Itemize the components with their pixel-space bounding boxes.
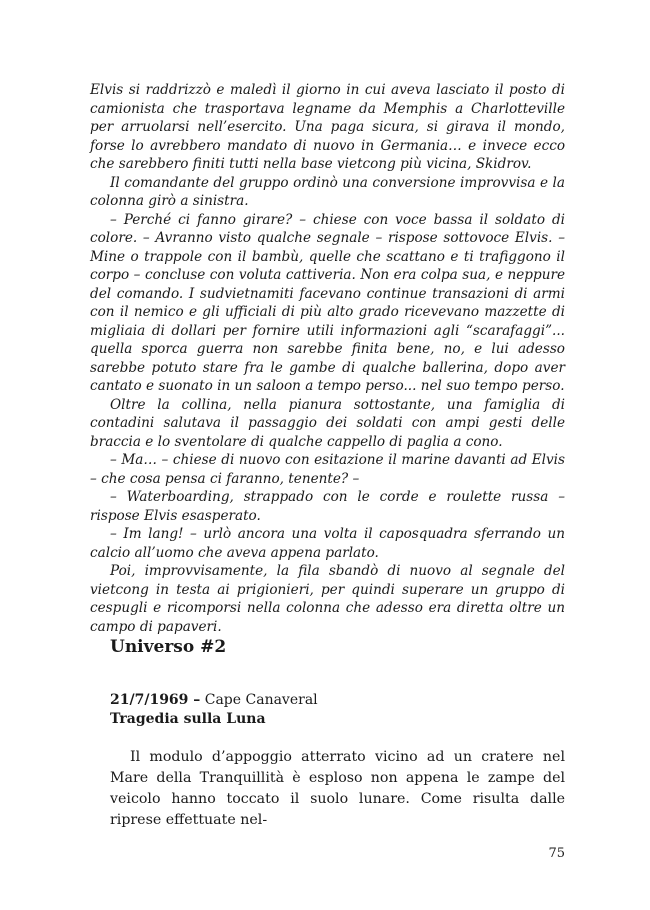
dateline-date: 21/7/1969 – — [110, 692, 201, 708]
paragraph-squad-leader: – Im lang! – urlò ancora una volta il caposquadra sferrando un calcio all’uomo che aveva appena parlato. — [90, 526, 565, 561]
paragraph-elvis-answer: – Waterboarding, strappado con le corde e roulette russa – rispose Elvis esasperato. — [90, 489, 565, 524]
body-paragraph: Il modulo d’appoggio atterrato vicino ad un cratere nel Mare della Tranquillità è esploso non appena le zampe del veicolo hanno toccato il suolo lunare. Come risulta dalle riprese effettuate nel- — [110, 749, 565, 828]
dateline-place: Cape Canaveral — [204, 692, 318, 708]
paragraph-elvis-intro: Elvis si raddrizzò e maledì il giorno in cui aveva lasciato il posto di camionista che trasportava legname da Memphis a Charlotteville per arruolarsi nell’esercito. Una paga sicura, si girava il mondo, forse lo avrebbero mandato di nuovo in Germania… e invece ecco che sarebbero finiti tutti nella base vietcong più vicina, Skidrov. — [90, 82, 565, 172]
dateline — [110, 690, 318, 710]
paragraph-column-turn: Il comandante del gruppo ordinò una conversione improvvisa e la colonna girò a sinistra. — [90, 174, 565, 209]
paragraph-dialogue-signals: – Perché ci fanno girare? – chiese con voce bassa il soldato di colore. – Avranno visto qualche segnale – rispose sottovoce Elvis. – Mine o trappole con il bambù, quelle che scattano e ti trafiggono il corpo – concluse con voluta cattiveria. Non era colpa sua, e neppure del comando. I sudvietnamiti facevano continue transazioni di armi con il nemico e gli ufficiali di più alto grado ricevevano mazzette di migliaia di dollari per fornire utili informazioni agli “scarafaggi”... quella sporca guerra non sarebbe finita bene, no, e lui adesso sarebbe potuto stare fra le gambe di qualche ballerina, dopo aver cantato e suonato in un saloon a tempo perso... nel suo tempo perso. — [90, 211, 565, 394]
italic-narrative-block — [90, 81, 565, 636]
paragraph-marine-question: – Ma… – chiese di nuovo con esitazione il marine davanti ad Elvis – che cosa pensa ci faranno, tenente? – — [90, 452, 565, 487]
page-number: 75 — [548, 846, 565, 861]
article-title: Tragedia sulla Luna — [110, 711, 266, 727]
paragraph-column-moves: Poi, improvvisamente, la fila sbandò di nuovo al segnale del vietcong in testa ai prigionieri, per quindi superare un gruppo di cespugli e ricomporsi nella colonna che adesso era diretta oltre un campo di papaveri. — [90, 563, 565, 635]
section-title: Universo #2 — [110, 637, 227, 657]
paragraph-peasant-family: Oltre la collina, nella pianura sottostante, una famiglia di contadini salutava il passaggio dei soldati con ampi gesti delle braccia e lo sventolare di qualche cappello di paglia a cono. — [90, 396, 565, 450]
